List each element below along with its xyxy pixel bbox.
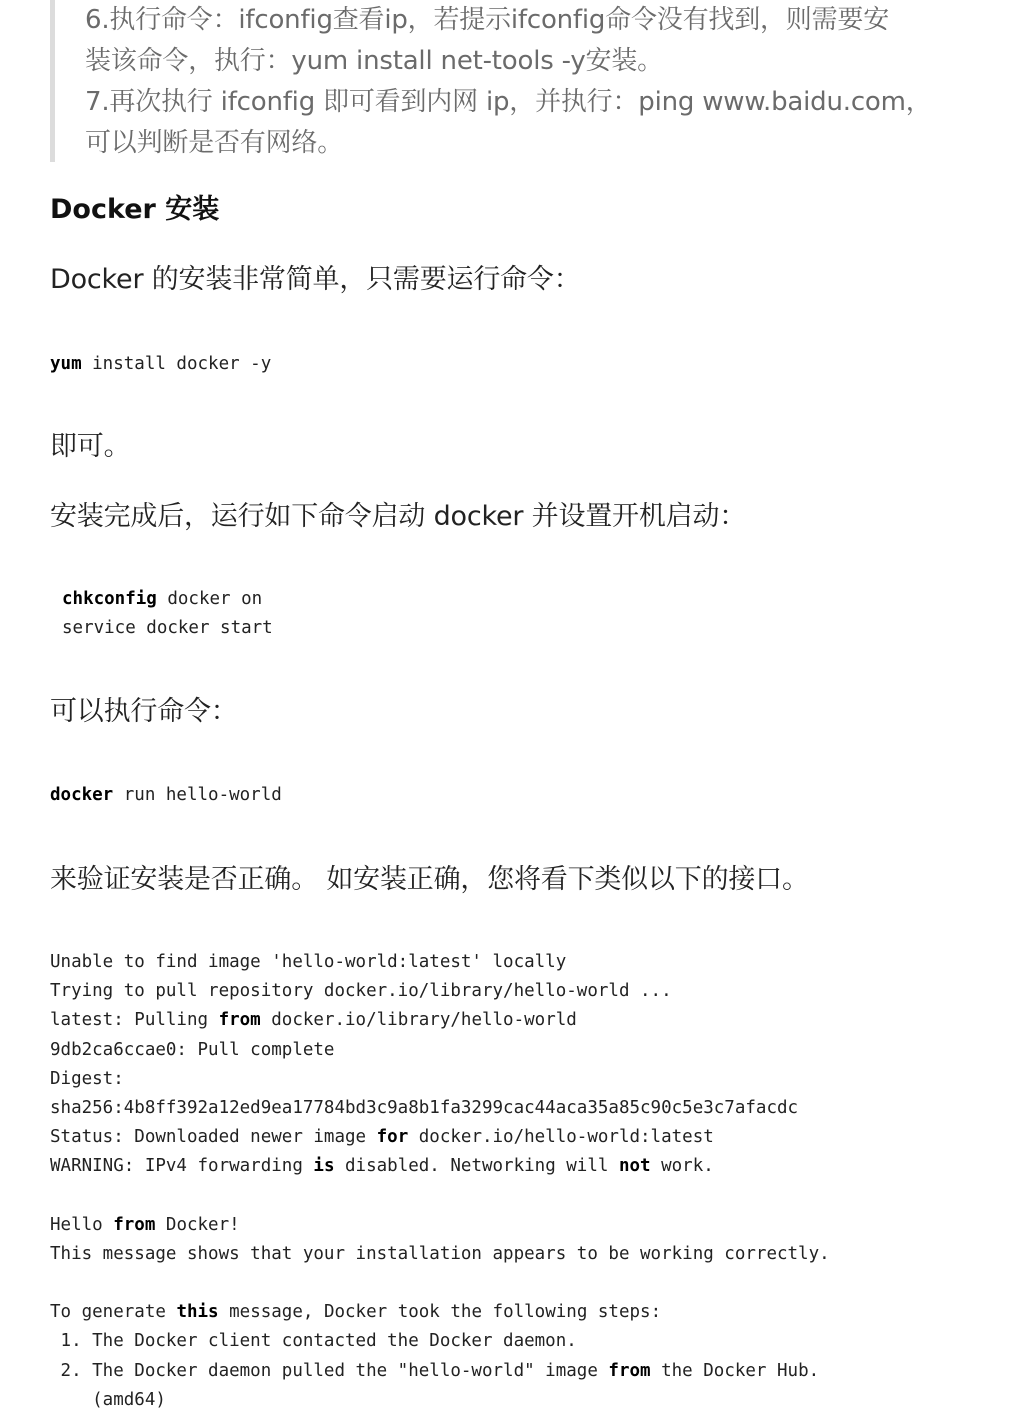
paragraph-after-install: 安装完成后，运行如下命令启动 docker 并设置开机启动： bbox=[50, 501, 747, 532]
code-line: service docker start bbox=[62, 618, 273, 639]
code-text: docker on bbox=[156, 589, 263, 609]
code-text: install docker -y bbox=[81, 354, 272, 374]
output-line: Hello from Docker! bbox=[50, 1214, 240, 1235]
quote-line-4: 可以判断是否有网络。 bbox=[85, 128, 344, 158]
code-keyword: chkconfig bbox=[62, 589, 157, 609]
output-line: Status: Downloaded newer image for docker.io/hello-world:latest bbox=[50, 1127, 714, 1148]
output-line: latest: Pulling from docker.io/library/hello-world bbox=[50, 1010, 577, 1031]
code-block-install bbox=[50, 350, 271, 379]
paragraph-intro: Docker 的安装非常简单，只需要运行命令： bbox=[50, 264, 581, 295]
section-heading: Docker 安装 bbox=[50, 194, 220, 225]
paragraph-verify: 来验证安装是否正确。 如安装正确，您将看下类似以下的接口。 bbox=[50, 864, 809, 895]
output-line: Trying to pull repository docker.io/library/hello-world ... bbox=[50, 981, 672, 1002]
code-block-output bbox=[50, 948, 830, 1415]
output-line: This message shows that your installation appears to be working correctly. bbox=[50, 1243, 830, 1264]
output-line: 2. The Docker daemon pulled the "hello-world" image from the Docker Hub. bbox=[50, 1360, 820, 1381]
output-line: Unable to find image 'hello-world:latest' locally bbox=[50, 952, 567, 972]
quote-line-2: 装该命令，执行：yum install net-tools -y安装。 bbox=[85, 46, 663, 76]
output-blank-line bbox=[50, 1182, 830, 1211]
output-line: 1. The Docker client contacted the Docker daemon. bbox=[50, 1331, 577, 1352]
output-line: Digest: bbox=[50, 1068, 124, 1089]
code-keyword: docker bbox=[50, 785, 114, 805]
output-line: 9db2ca6ccae0: Pull complete bbox=[50, 1039, 335, 1060]
output-blank-line bbox=[50, 1269, 830, 1298]
paragraph-done: 即可。 bbox=[50, 431, 131, 462]
output-line: (amd64) bbox=[50, 1389, 166, 1410]
code-block-enable bbox=[62, 585, 273, 643]
code-keyword: yum bbox=[50, 354, 82, 374]
output-line: WARNING: IPv4 forwarding is disabled. Networking will not work. bbox=[50, 1156, 714, 1177]
code-text: run hello-world bbox=[113, 785, 282, 805]
paragraph-run-hint: 可以执行命令： bbox=[50, 696, 238, 727]
blockquote bbox=[50, 0, 970, 162]
quote-line-3: 7.再次执行 ifconfig 即可看到内网 ip，并执行：ping www.baidu.com， bbox=[85, 87, 932, 117]
quote-line-1: 6.执行命令：ifconfig查看ip，若提示ifconfig命令没有找到，则需要安 bbox=[85, 5, 890, 35]
output-line: sha256:4b8ff392a12ed9ea17784bd3c9a8b1fa3299cac44aca35a85c90c5e3c7afacdc bbox=[50, 1097, 799, 1118]
output-line: To generate this message, Docker took the following steps: bbox=[50, 1302, 662, 1323]
code-block-run bbox=[50, 781, 282, 810]
